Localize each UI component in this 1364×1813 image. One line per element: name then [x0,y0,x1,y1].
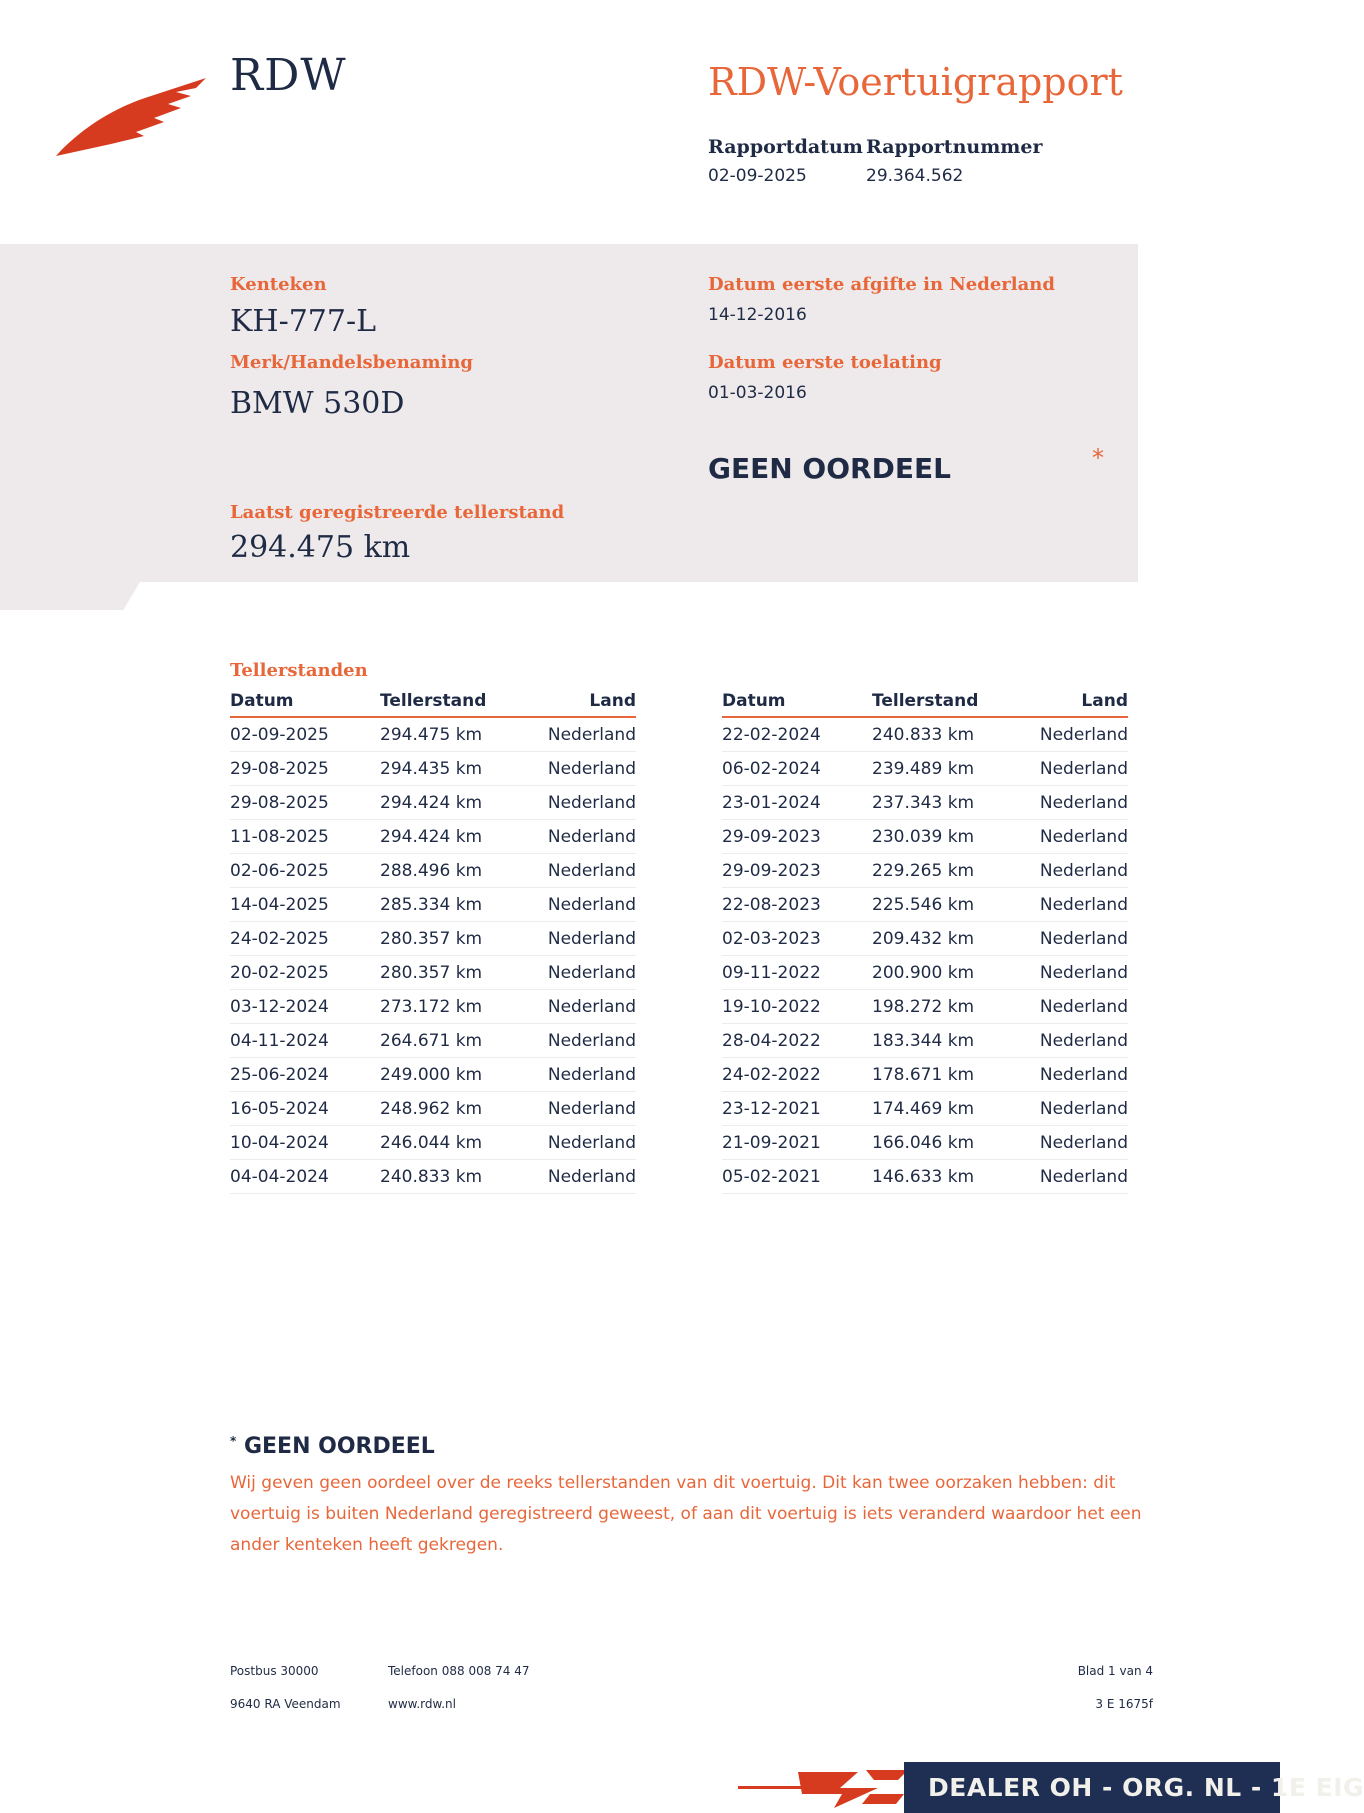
cell-tellerstand: 230.039 km [872,820,1022,854]
table-row [722,888,1128,922]
logo-wordmark: RDW [230,50,347,101]
cell-datum: 28-04-2022 [722,1024,872,1058]
cell-land: Nederland [1022,956,1128,990]
cell-datum: 11-08-2025 [230,820,380,854]
table-row [722,922,1128,956]
rapportnummer-value: 29.364.562 [866,166,964,186]
cell-land: Nederland [530,854,636,888]
dealer-logo-icon [738,1766,908,1810]
cell-datum: 16-05-2024 [230,1092,380,1126]
cell-tellerstand: 294.475 km [380,717,530,752]
cell-tellerstand: 280.357 km [380,956,530,990]
cell-land: Nederland [530,752,636,786]
column-header-land: Land [530,690,636,717]
table-row [230,786,636,820]
table-row [230,1126,636,1160]
rdw-logo-icon [56,78,206,163]
cell-land: Nederland [1022,922,1128,956]
cell-tellerstand: 237.343 km [872,786,1022,820]
cell-land: Nederland [530,922,636,956]
rapportdatum-label: Rapportdatum [708,136,863,158]
table-row [230,1024,636,1058]
kenteken-value: KH-777-L [230,304,377,339]
column-header-datum: Datum [230,690,380,717]
cell-datum: 05-02-2021 [722,1160,872,1194]
cell-datum: 06-02-2024 [722,752,872,786]
rapportnummer-label: Rapportnummer [866,136,1043,158]
cell-datum: 25-06-2024 [230,1058,380,1092]
cell-datum: 19-10-2022 [722,990,872,1024]
cell-tellerstand: 294.435 km [380,752,530,786]
cell-land: Nederland [1022,820,1128,854]
cell-datum: 09-11-2022 [722,956,872,990]
cell-datum: 29-09-2023 [722,820,872,854]
teller-label: Laatst geregistreerde tellerstand [230,502,565,523]
cell-land: Nederland [530,786,636,820]
cell-tellerstand: 288.496 km [380,854,530,888]
cell-tellerstand: 174.469 km [872,1092,1022,1126]
cell-land: Nederland [1022,1024,1128,1058]
cell-land: Nederland [1022,1058,1128,1092]
cell-datum: 02-09-2025 [230,717,380,752]
cell-datum: 23-12-2021 [722,1092,872,1126]
verdict-text: GEEN OORDEEL [708,452,951,485]
odometer-table-left-body [230,717,636,1194]
afgifte-value: 14-12-2016 [708,305,807,325]
footer-page-number: Blad 1 van 4 [1077,1664,1153,1678]
table-row [230,752,636,786]
summary-panel-tail [0,582,140,610]
cell-tellerstand: 280.357 km [380,922,530,956]
note-title [230,1434,435,1459]
cell-tellerstand: 248.962 km [380,1092,530,1126]
merk-label: Merk/Handelsbenaming [230,352,474,373]
cell-datum: 29-08-2025 [230,752,380,786]
table-row [722,1126,1128,1160]
table-row [230,854,636,888]
cell-land: Nederland [530,1092,636,1126]
cell-land: Nederland [530,820,636,854]
cell-tellerstand: 285.334 km [380,888,530,922]
cell-tellerstand: 240.833 km [872,717,1022,752]
rapportdatum-block [708,136,863,186]
cell-datum: 02-06-2025 [230,854,380,888]
cell-land: Nederland [1022,786,1128,820]
table-row [722,956,1128,990]
cell-land: Nederland [530,1160,636,1194]
table-row [230,717,636,752]
column-header-tellerstand: Tellerstand [872,690,1022,717]
cell-datum: 02-03-2023 [722,922,872,956]
cell-tellerstand: 273.172 km [380,990,530,1024]
cell-tellerstand: 198.272 km [872,990,1022,1024]
cell-land: Nederland [530,1024,636,1058]
cell-datum: 04-04-2024 [230,1160,380,1194]
cell-datum: 14-04-2025 [230,888,380,922]
cell-tellerstand: 229.265 km [872,854,1022,888]
table-row [722,717,1128,752]
table-header-row [230,690,636,717]
table-header-row [722,690,1128,717]
cell-tellerstand: 225.546 km [872,888,1022,922]
footer-address: 9640 RA Veendam [230,1697,341,1711]
cell-datum: 29-09-2023 [722,854,872,888]
cell-land: Nederland [1022,1160,1128,1194]
column-header-datum: Datum [722,690,872,717]
cell-tellerstand: 246.044 km [380,1126,530,1160]
cell-tellerstand: 209.432 km [872,922,1022,956]
note-star: * [230,1434,237,1448]
table-row [230,956,636,990]
toelating-label: Datum eerste toelating [708,352,942,373]
odometer-table-right [722,690,1128,1194]
cell-land: Nederland [1022,717,1128,752]
teller-value: 294.475 km [230,530,411,565]
cell-tellerstand: 294.424 km [380,786,530,820]
cell-tellerstand: 183.344 km [872,1024,1022,1058]
report-title: RDW-Voertuigrapport [708,60,1123,104]
cell-datum: 22-02-2024 [722,717,872,752]
cell-datum: 24-02-2025 [230,922,380,956]
cell-tellerstand: 200.900 km [872,956,1022,990]
table-row [230,922,636,956]
cell-land: Nederland [1022,1126,1128,1160]
cell-tellerstand: 294.424 km [380,820,530,854]
dealer-banner: DEALER OH - ORG. NL - 1E EIG [904,1762,1280,1813]
cell-land: Nederland [530,1058,636,1092]
table-row [722,1058,1128,1092]
table-row [722,820,1128,854]
table-row [230,820,636,854]
afgifte-label: Datum eerste afgifte in Nederland [708,274,1055,295]
cell-land: Nederland [530,888,636,922]
cell-land: Nederland [1022,854,1128,888]
cell-land: Nederland [530,717,636,752]
cell-datum: 20-02-2025 [230,956,380,990]
footer-postbus: Postbus 30000 [230,1664,319,1678]
cell-datum: 04-11-2024 [230,1024,380,1058]
cell-datum: 03-12-2024 [230,990,380,1024]
cell-land: Nederland [1022,888,1128,922]
cell-datum: 21-09-2021 [722,1126,872,1160]
kenteken-label: Kenteken [230,274,327,295]
table-row [722,1024,1128,1058]
cell-datum: 24-02-2022 [722,1058,872,1092]
cell-datum: 23-01-2024 [722,786,872,820]
table-row [722,990,1128,1024]
column-header-tellerstand: Tellerstand [380,690,530,717]
footer-telefoon: Telefoon 088 008 74 47 [388,1664,530,1678]
table-row [722,1160,1128,1194]
odometer-table-right-body [722,717,1128,1194]
merk-value: BMW 530D [230,386,405,421]
cell-land: Nederland [1022,1092,1128,1126]
cell-tellerstand: 249.000 km [380,1058,530,1092]
cell-tellerstand: 166.046 km [872,1126,1022,1160]
table-row [722,854,1128,888]
table-row [722,752,1128,786]
cell-land: Nederland [530,1126,636,1160]
cell-tellerstand: 146.633 km [872,1160,1022,1194]
table-row [230,990,636,1024]
table-row [230,1092,636,1126]
cell-land: Nederland [530,956,636,990]
cell-tellerstand: 239.489 km [872,752,1022,786]
table-row [722,786,1128,820]
cell-tellerstand: 178.671 km [872,1058,1022,1092]
rapportdatum-value: 02-09-2025 [708,166,807,186]
cell-tellerstand: 240.833 km [380,1160,530,1194]
cell-datum: 29-08-2025 [230,786,380,820]
table-row [230,888,636,922]
table-row [230,1160,636,1194]
cell-land: Nederland [530,990,636,1024]
cell-datum: 10-04-2024 [230,1126,380,1160]
cell-land: Nederland [1022,752,1128,786]
table-row [722,1092,1128,1126]
footer-code: 3 E 1675f [1095,1697,1153,1711]
column-header-land: Land [1022,690,1128,717]
rapportnummer-block [866,136,1043,186]
note-text: Wij geven geen oordeel over de reeks tellerstanden van dit voertuig. Dit kan twee oorzaken hebben: dit voertuig is buiten Nederland geregistreerd geweest, of aan dit voertuig is iets veranderd waardoor het een ander kenteken heeft gekregen. [230,1473,1142,1555]
cell-datum: 22-08-2023 [722,888,872,922]
odometer-table-left [230,690,636,1194]
tellerstanden-title: Tellerstanden [230,660,368,681]
toelating-value: 01-03-2016 [708,383,807,403]
footer-website[interactable]: www.rdw.nl [388,1697,456,1711]
table-row [230,1058,636,1092]
cell-tellerstand: 264.671 km [380,1024,530,1058]
cell-land: Nederland [1022,990,1128,1024]
note-title-text: GEEN OORDEEL [243,1434,435,1459]
verdict-asterisk: * [1092,444,1104,472]
